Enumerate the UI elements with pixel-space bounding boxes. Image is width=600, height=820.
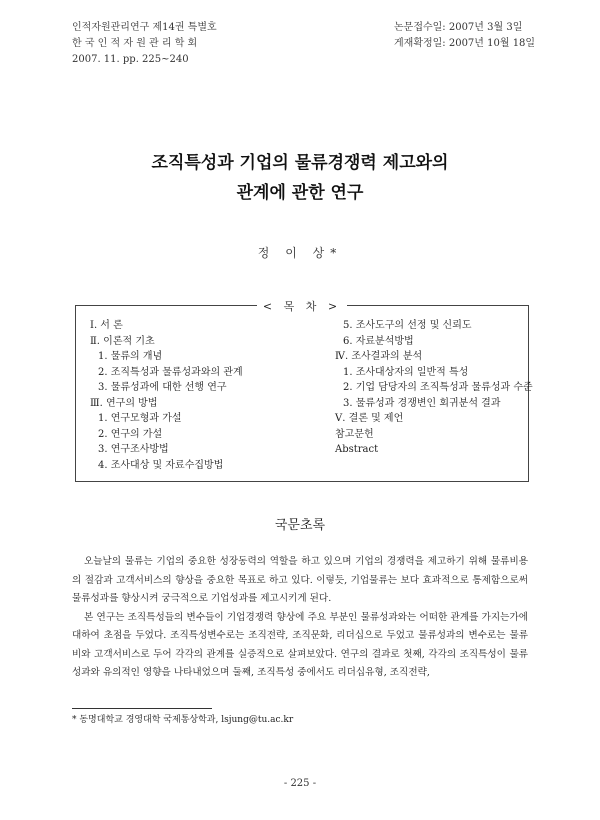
- paper-title-line1: 조직특성과 기업의 물류경쟁력 제고와의: [151, 153, 449, 173]
- toc-item: 3. 물류성과 경쟁변인 회귀분석 결과: [343, 397, 501, 409]
- toc-item: 1. 물류의 개념: [98, 351, 163, 362]
- author-name: 정 이 상*: [257, 246, 343, 260]
- toc-item: 5. 조사도구의 선정 및 신뢰도: [343, 320, 472, 331]
- society-name: 한 국 인 적 자 원 관 리 학 회: [72, 38, 198, 49]
- toc-heading-label: < 목 차 >: [257, 300, 347, 313]
- toc-left-column: [90, 318, 243, 473]
- accepted-date: 게재확정일: 2007년 10월 18일: [394, 38, 536, 49]
- paper-title: [0, 148, 600, 208]
- toc-item: 참고문헌: [335, 428, 374, 440]
- toc-heading: [75, 298, 529, 314]
- toc-item: 3. 연구조사방법: [98, 444, 169, 455]
- author-affiliation-footnote: * 동명대학교 경영대학 국제통상학과, lsjung@tu.ac.kr: [72, 715, 294, 725]
- toc-item: Ⅳ. 조사결과의 분석: [335, 351, 423, 362]
- toc-item: 3. 물류성과에 대한 선행 연구: [98, 382, 227, 393]
- journal-name: 인적자원관리연구 제14권 특별호: [72, 22, 217, 33]
- toc-item: 6. 자료분석방법: [343, 335, 414, 347]
- paper-title-line2: 관계에 관한 연구: [236, 183, 364, 203]
- toc-item: Ⅴ. 결론 및 제언: [335, 413, 404, 424]
- abstract-heading: 국문초록: [274, 518, 326, 533]
- page-number: - 225 -: [283, 778, 317, 789]
- toc-item: Ⅲ. 연구의 방법: [90, 397, 158, 409]
- footnote-divider: [72, 708, 212, 709]
- issue-pages: 2007. 11. pp. 225~240: [72, 54, 189, 65]
- toc-item: 1. 조사대상자의 일반적 특성: [343, 366, 469, 378]
- abstract-paragraph: 오늘날의 물류는 기업의 중요한 성장동력의 역할을 하고 있으며 기업의 경쟁력을 제고하기 위해 물류비용의 절감과 고객서비스의 향상을 중요한 목표로 하고 있다. 이렇듯, 기업물류는 보다 효과적으로 통제함으로써 물류성과를 향상시켜 궁극적으로 기업성과를 제고시키게 된다.: [72, 556, 528, 604]
- toc-item: Abstract: [335, 444, 379, 455]
- toc-right-column: [335, 318, 533, 458]
- submission-dates: [394, 20, 535, 52]
- toc-item: Ⅰ. 서 론: [90, 320, 123, 331]
- toc-item: 2. 기업 담당자의 조직특성과 물류성과 수준: [343, 382, 533, 393]
- received-date: 논문접수일: 2007년 3월 3일: [394, 22, 523, 33]
- journal-header: [72, 20, 217, 68]
- toc-item: 1. 연구모형과 가설: [98, 413, 182, 424]
- abstract-body: [72, 553, 528, 683]
- toc-item: 2. 조직특성과 물류성과와의 관계: [98, 366, 243, 378]
- toc-item: 2. 연구의 가설: [98, 428, 163, 440]
- toc-item: 4. 조사대상 및 자료수집방법: [98, 459, 224, 471]
- toc-item: Ⅱ. 이론적 기초: [90, 335, 155, 347]
- abstract-paragraph: 본 연구는 조직특성들의 변수들이 기업경쟁력 향상에 주요 부분인 물류성과와는 어떠한 관계를 가지는가에 대하여 초점을 두었다. 조직특성변수로는 조직전략, 조직문화, 리더십으로 두었고 물류성과의 변수로는 물류비와 고객서비스로 두어 각각의 관계를 실증적으로 살펴보았다. 연구의 결과로 첫째, 각각의 조직특성이 물류성과와 유의적인 영향을 나타내었으며 둘째, 조직특성 중에서도 리더십유형, 조직전략,: [72, 611, 528, 678]
